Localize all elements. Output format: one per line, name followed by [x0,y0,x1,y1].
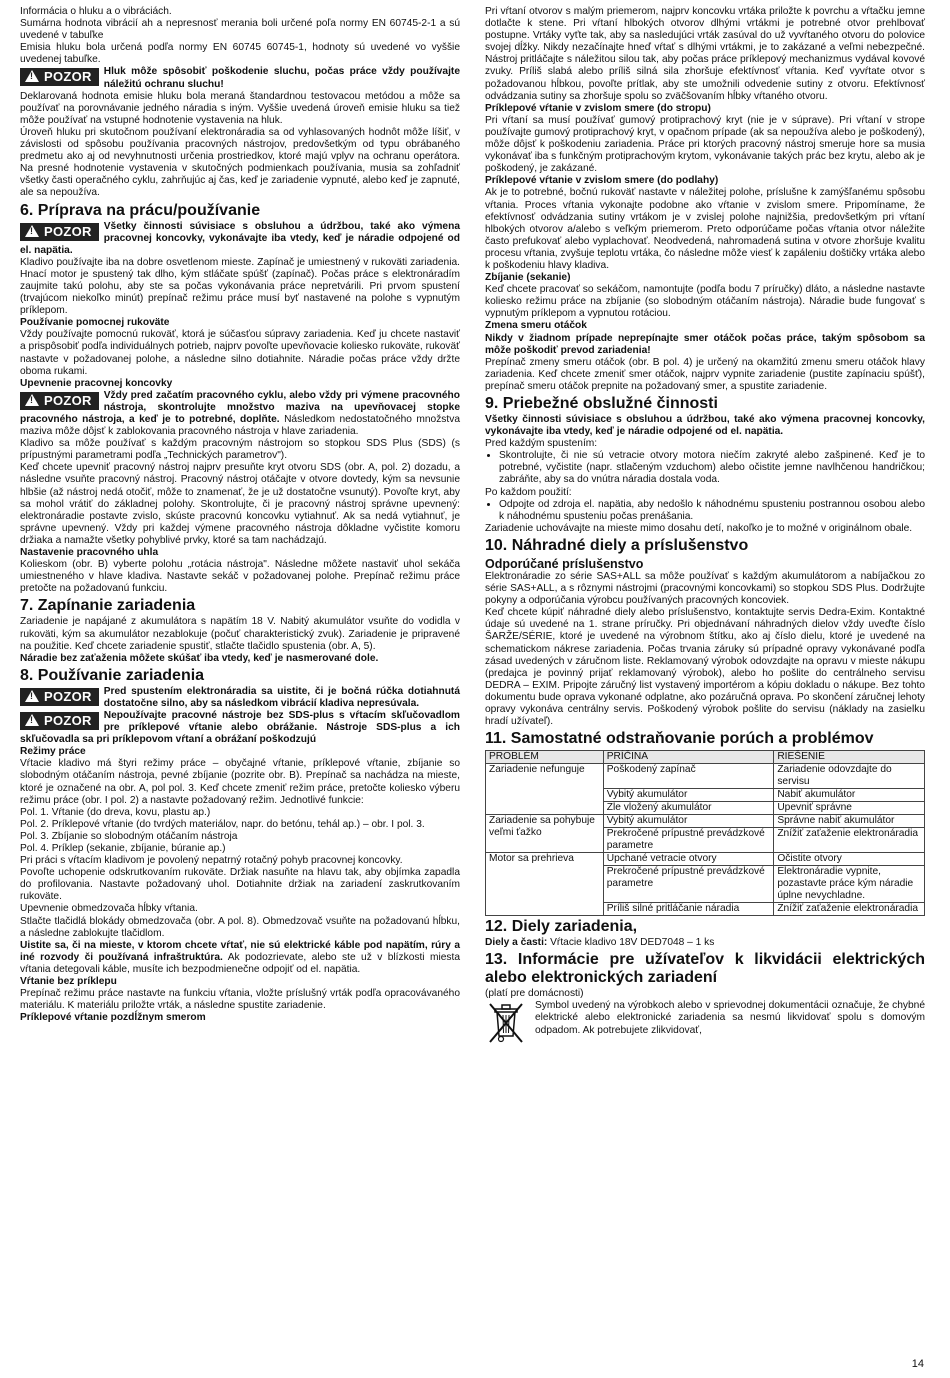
paragraph: Nikdy v žiadnom prípade neprepínajte smer otáčok počas práce, takým spôsobom sa môže poškodiť prevod zariadenia! [485,332,925,356]
paragraph: Prepínač režimu práce nastavte na funkciu vŕtania, vložte príslušný vrták podľa opracovávaného materiálu. K materiálu priložte vrták, a následne spustite zariadenie. [20,988,460,1012]
paragraph: Kladivo používajte iba na dobre osvetlenom mieste. Zapínač je umiestnený v rukoväti zariadenia. Hnací motor je spustený tak dlho, kým stláčate spúšť (zapínač). Počas práce s elektronáradím zaujmite takú polohu, aby ste sa počas vykonávania práce nepretvárili. Pri prvom spustení (trvajúcom niekoľko minút) prepínač režimu práce musí byť nastavené na polohe s vypnutým príklepom. [20,256,460,317]
paragraph [20,940,460,976]
bullet-list [485,499,925,523]
list-item: • Skontrolujte, či nie sú vetracie otvory motora niečím zakryté alebo zašpinené. Keď je to potrebné, vyčistite (napr. stlačeným vzduchom) alebo očistite jemne navlhčenou handričkou; zabráňte, aby sa do vnútra náradia dostala voda. [499,450,925,486]
crossed-bin-icon [485,1000,527,1044]
weee-block [485,1000,925,1044]
bold-text: Diely a časti: [485,937,548,949]
table-header-cell: PROBLÉM [486,751,604,764]
table-cell: Zariadenie sa pohybuje veľmi ťažko [486,815,604,853]
table-cell: Zariadenie odovzdajte do servisu [774,764,925,789]
subheading: Zbíjanie (sekanie) [485,272,571,284]
paragraph: Náradie bez zaťaženia môžete skúšať iba vtedy, keď je nasmerované dole. [20,652,379,664]
warning-block [20,66,460,90]
warning-triangle-icon [25,690,39,702]
list-item: Pol. 4. Príklep (sekanie, zbíjanie, búranie ap.) [20,843,226,854]
table-row [486,764,925,789]
subheading: Zmena smeru otáčok [485,320,587,332]
paragraph: Deklarovaná hodnota emisie hluku bola meraná štandardnou testovacou metódou a môže sa používať na porovnávanie jedného náradia s iným. Vyššie uvedená úroveň emisie hluku sa tiež môže používať na vstupné hodnotenie vystavenia na hluk. [20,90,460,126]
warning-badge [20,392,99,410]
section-heading: 7. Zapínanie zariadenia [20,597,196,615]
table-cell: Upevniť správne [774,802,925,815]
text: Vŕtacie kladivo 18V DED7048 – 1 ks [550,937,715,949]
paragraph: Po každom použití: [485,486,572,498]
paragraph: Zariadenie je napájané z akumulátora s napätím 18 V. Nabitý akumulátor vsuňte do vodidla v rukoväti, kým sa akumulátor nezablokuje (počuť charakteristický zvuk). Zariadenie je pripravené na použitie. Keď chcete zariadenie spustiť, stlačte tlačidlo spustenia (obr. A, 5). [20,616,460,652]
table-row [486,815,925,828]
table-cell: Elektronáradie vypnite, pozastavte práce kým náradie úplne nevychladne. [774,866,925,903]
paragraph: Emisia hluku bola určená podľa normy EN 60745 60745-1, hodnoty sú uvedené vo vyššie uvedenej tabuľke. [20,42,460,66]
warning-label: POZOR [44,688,92,704]
warning-text: Všetky činnosti súvisiace s obsluhou a údržbou, také ako výmena pracovnej koncovky, vykonávajte iba vtedy, keď je náradie odpojené od el. napätia. [20,220,460,256]
table-cell: Prekročené prípustné prevádzkové parametre [603,828,774,853]
paragraph: (platí pre domácnosti) [485,988,584,1000]
warning-label: POZOR [44,223,92,239]
list-item: Pol. 3. Zbíjanie so slobodným otáčaním nástroja [20,830,238,842]
paragraph: Pri práci s vŕtacím kladivom je povolený nepatrný rotačný pohyb pracovnej koncovky. [20,855,403,867]
warning-triangle-icon [25,394,39,406]
subheading: Režimy práce [20,746,86,758]
paragraph: Následkom nedostatočného množstva maziva môže dôjsť k zablokovania pracovného nástroja v hlave zariadenia. [20,414,460,438]
paragraph: Prepínač zmeny smeru otáčok (obr. B pol. 4) je určený na okamžitú zmenu smeru otáčok hlavy zariadenia. Keď chcete zmeniť smer otáčok, najprv vypnite zariadenie (pustite zapínaciu spúšť), prepínač smeru otáčok prepnite na požadovaný smer, a spustite zariadenie. [485,356,925,392]
table-cell: Zle vložený akumulátor [603,802,774,815]
table-cell: Zariadenie nefunguje [486,764,604,815]
warning-label: POZOR [44,392,92,408]
warning-block [20,390,460,438]
paragraph: Sumárna hodnota vibrácií ah a nepresnosť merania boli určené poľa normy EN 60745-2-1 a sú uvedené v tabuľke [20,18,460,42]
warning-block [20,710,460,746]
bullet-list [485,450,925,486]
section-heading: 11. Samostatné odstraňovanie porúch a problémov [485,730,874,748]
subheading: Používanie pomocnej rukoväte [20,317,170,329]
paragraph: Pri vŕtaní otvorov s malým priemerom, najprv koncovku vrtáka priložte k povrchu a vŕtačku jemne dotlačte k stene. Pri vŕtaní hlbokých otvorov dlhými vrtákmi je potrebné otvor prehlbovať postupne. Vrtáky vyťte tak, aby sa nasledujúci vrták zasúval do už vyvŕtaného otvoru do polovice svojej dĺžky. Nikdy nezačínajte hneď vŕtať s dlhými vrtákmi, je to zakázané a veľmi nebezpečné. Nástroj pritláčajte s náležitou silou tak, aby počas práce príklepový mechanizmus vydával kovové zvuky. Príliš slabá alebo príliš silná sila zhoršuje efektívnosť vŕtania. Keď vyvŕtate otvor s požadovanou hĺbkou, povoľte prítlak, aby ste umožnili odvedenie sutiny z otvoru. Efektívnosť odvádzania sutiny sa zhoršuje spolu so zväčšovaním hĺbky vŕtaného otvoru. [485,6,925,102]
table-cell: Znížiť zaťaženie elektronáradia [774,903,925,916]
section-heading: 13. Informácie pre užívateľov k likvidácii elektrických alebo elektronických zariadení [485,951,925,987]
warning-badge [20,223,99,241]
paragraph: Stlačte tlačidlá blokády obmedzovača (obr. A pol. 8). Obmedzovač vsuňte na požadovanú hĺbku, a následne zablokujte tlačidlom. [20,915,460,939]
table-row [486,853,925,866]
paragraph: Vždy používajte pomocnú rukoväť, ktorá je súčasťou súpravy zariadenia. Keď ju chcete nastaviť a prispôsobiť podľa individuálnych potrieb, najprv povoľte upevňovacie koliesko rukoväte, rukoväť nastavte v požadovanej polohe, a následne silno dotiahnite. Náradie počas práce vždy držte oboma rukami. [20,329,460,377]
warning-triangle-icon [25,225,39,237]
warning-triangle-icon [25,70,39,82]
list-item: Pol. 1. Vŕtanie (do dreva, kovu, plastu ap.) [20,806,211,818]
section-heading: 12. Diely zariadenia, [485,918,638,936]
warning-text: Nepoužívajte pracovné nástroje bez SDS-plus s vŕtacím skľučovadlom pre príklepové vŕtanie alebo obrážanie. Nástroje SDS-plus a ich skľučovadla sa pri príklepovom vŕtaní a obrážaní poškodzujú [20,709,460,746]
left-column [20,6,460,1024]
table-cell: Vybitý akumulátor [603,815,774,828]
right-column [485,6,925,1044]
warning-label: POZOR [44,69,92,85]
table-header-cell: PRÍČINA [603,751,774,764]
subheading: Vŕtanie bez príklepu [20,976,117,988]
paragraph: Zariadenie uchovávajte na mieste mimo dosahu detí, nakoľko je to možné v originálnom obale. [485,522,913,534]
warning-text: Hluk môže spôsobiť poškodenie sluchu, počas práce vždy používajte náležitú ochranu sluchu! [103,66,460,90]
table-cell: Príliš silné pritláčanie náradia [603,903,774,916]
warning-block [20,686,460,710]
table-cell: Očistite otvory [774,853,925,866]
warning-text: Pred spustením elektronáradia sa uistite, či je bočná rúčka dotiahnutá dostatočne silno, aby sa následkom vibrácií kladiva nepresúvala. [103,685,460,709]
paragraph: Povoľte uchopenie odskrutkovaním rukoväte. Držiak nasuňte na hlavu tak, aby objímka zapadla do profilovania. Nastavte požadovaný uhol. Dotiahnite držiak na zariadení zaskrutkovaním rukoväte. [20,867,460,903]
paragraph: Keď chcete upevniť pracovný nástroj najprv presuňte kryt otvoru SDS (obr. A, pol. 2) dozadu, a následne vsuňte pracovný nástroj. Pracovný nástroj otáčajte v otvore dovtedy, kým sa nevsunie hlbšie (až nástroj nedá otočiť, môže to znamenať, že je už dostatočne vsunutý). Povoľte kryt, aby sa mohol vrátiť do základnej polohy. Skontrolujte, či je pracovný nástroj správne upevnený: elektronáradie postavte zvislo, skúste pracovnú koncovku vytiahnuť. Ak sa nedá vytiahnuť, je správne upevnený. Vždy pri každej výmene pracovného nástroja dôkladne vyčistite komoru držiaka a namažte všetky pohyblivé prvky, ktoré sa tam nachádzajú. [20,462,460,546]
table-cell: Prekročené prípustné prevádzkové parametre [603,866,774,903]
warning-triangle-icon [25,714,39,726]
warning-text: Vždy pred začatím pracovného cyklu, alebo vždy pri výmene pracovného nástroja, skontrolujte množstvo maziva na upevňovacej stopke pracovného nástroja, a keď je to potrebné, doplňte. [20,389,460,425]
list-item: Pol. 2. Príklepové vŕtanie (do tvrdých materiálov, napr. do betónu, tehál ap.) – obr. I pol. 3. [20,818,425,830]
subheading: Upevnenie pracovnej koncovky [20,377,173,389]
table-cell: Poškodený zapínač [603,764,774,789]
subheading: Príklepové vŕtanie v zvislom smere (do podlahy) [485,175,719,187]
table-cell: Správne nabiť akumulátor [774,815,925,828]
warning-badge [20,68,99,86]
bold-text: Uistite sa, či na mieste, v ktorom chcete vŕtať, nie sú elektrické káble pod napätím, rúry a iné rozvody či používaná infraštruktúra. [20,939,460,963]
subheading: Príklepové vŕtanie pozdĺžnym smerom [20,1012,206,1024]
paragraph: Kladivo sa môže používať s každým pracovným nástrojom so stopkou SDS Plus (SDS) (s prípustnými parametrami podľa „Technických parametrov"). [20,438,460,462]
paragraph: Keď chcete pracovať so sekáčom, namontujte (podľa bodu 7 príručky) dláto, a následne nastavte koliesko režimu práce na zbíjanie (so slobodným otáčaním nástroja). Náradie bude fungovať s vypnutým príklepom a vypnutou rotáciou. [485,284,925,320]
paragraph: Ak je to potrebné, bočnú rukoväť nastavte v náležitej polohe, príslušne k zamýšľanému spôsobu vŕtania. Proces vŕtania vykonajte podobne ako vŕtanie v zvislom smere. Pripomíname, že efektívnosť odvádzania sutiny vrtákom je v zvislej polohe najnižšia, predovšetkým pri vŕtaní hlbokých otvorov a/alebo s veľkým priemerom. Preto odporúčame počas vŕtania otvor náležite často prefukovať alebo vyplachovať. Neodvedená, nahromadená sutina v otvore zhoršuje kvalitu procesu vŕtania, zvyšuje teplotu vrtáka, čo následne môže viesť k zapáleniu doštičky vrtáka alebo k poškodeniu hlavy kladiva. [485,187,925,271]
subheading: Nastavenie pracovného uhla [20,547,159,559]
paragraph: Pri vŕtaní sa musí používať gumový protiprachový kryt (nie je v súprave). Pri vŕtaní v strope používajte gumový protiprachový kryt, v opačnom prípade (ak sa nepoužíva alebo je poškodený), môže dôjsť k poškodeniu zariadenia. Práce pri ktorých pracovný nástroj smeruje hore sa musia vykonávať iba s funkčným protiprachovým krytom, vykonávanie takých prác bez krytu, alebo ak je poškodený, je zakázané. [485,114,925,175]
table-cell: Znížiť zaťaženie elektronáradia [774,828,925,853]
table-cell: Motor sa prehrieva [486,853,604,916]
table-cell: Upchané vetracie otvory [603,853,774,866]
table-header-cell: RIEŠENIE [774,751,925,764]
warning-label: POZOR [44,712,92,728]
warning-block [20,221,460,257]
paragraph: Informácia o hluku a o vibráciách. [20,6,172,17]
paragraph: Keď chcete kúpiť náhradné diely alebo príslušenstvo, kontaktujte servis Dedra-Exim. Kontaktné údaje sú uvedené na 1. strane príručky. Pri objednávaní náhradných dielov vždy uveďte číslo ŠARŽE/SÉRIE, ktoré je uvedené na výrobnom štítku, ako aj číslo dielu, ktoré je uvedené na schematickom nákrese zariadenia. Počas trvania záruky sú prípadné opravy vykonávané podľa zásad uvedených v záručnom liste. Reklamovaný výrobok odovzdajte na opravu v mieste nákupu (predajca je povinný prijať reklamovaný výrobok), alebo ho pošlite do centrálneho servisu DEDRA – EXIM. Pripojte záručný list vystavený importérom a kópiu dokladu o nákupe. Bez tohto dokumentu bude oprava vykonané odplatne, ako pozáručná oprava. Po skončení záručnej lehoty opravy vykonáva centrálny servis. Poškodený výrobok pošlite do servisu (náklady na zasielku hradí užívateľ). [485,607,925,728]
paragraph: Všetky činnosti súvisiace s obsluhou a údržbou, také ako výmena pracovnej koncovky, vykonávajte iba vtedy, keď je náradie odpojené od el. napätia. [485,414,925,438]
subheading: Príklepové vŕtanie v zvislom smere (do stropu) [485,102,711,114]
section-heading: 10. Náhradné diely a príslušenstvo [485,536,749,554]
paragraph [485,937,925,949]
section-heading: 6. Príprava na prácu/používanie [20,201,261,219]
paragraph: Úroveň hluku pri skutočnom používaní elektronáradia sa od vyhlasovaných hodnôt môže líšiť, v závislosti od spôsobu používania pracovných nástrojov, predovšetkým od typu obrábaného predmetu ako aj od nevyhnutnosti určenia prostriedkov, ktoré majú vplyv na ochranu operátora. Na presné hodnotenie vystavenia v skutočných podmienkach používania, musia sa zohľadniť všetky časti operačného cyklu, zahrňujúc aj čas, keď je zariadenie vypnuté, alebo keď je zapnuté, ale sa nepoužíva. [20,126,460,199]
warning-badge [20,712,99,730]
section-heading: 9. Priebežné obslužné činnosti [485,395,718,412]
text: Ak podozrievate, alebo ste už v blízkosti miesta vŕtania detegovali káble, musíte ich bezpodmienečne odpojiť od el. napätia. [20,951,460,975]
troubleshooting-table [485,750,925,916]
section-heading: 8. Používanie zariadenia [20,666,205,684]
warning-badge [20,688,99,706]
table-header-row [486,751,925,764]
table-cell: Nabiť akumulátor [774,789,925,802]
page-number: 14 [911,1358,924,1370]
paragraph: Vŕtacie kladivo má štyri režimy práce – obyčajné vŕtanie, príklepové vŕtanie, zbíjanie so slobodným otáčaním nástroja, pevné zbíjanie (pozrite obr. B). Prepínač sa nachádza na mieste, ktoré je označené na obr. A, pol pol. 3. Keď chcete zmeniť režim práce, pretočte koliesko výberu režimu práce (obr. I pol. 2) a nastavte požadovaný režim. Jednotlivé funkcie: [20,758,460,806]
paragraph: Elektronáradie zo série SAS+ALL sa môže používať s každým akumulátorom a nabíjačkou zo série SAS+ALL, a s rôznymi nástrojmi (pracovnými koncovkami) so stopkou SDS Plus. Dodržujte pokyny a odporúčania výrobcu používaných pracovných koncoviek. [485,570,925,607]
paragraph: Upevnenie obmedzovača hĺbky vŕtania. [20,903,198,915]
paragraph: Pred každým spustením: [485,438,598,450]
table-cell: Vybitý akumulátor [603,789,774,802]
subsection-heading: Odporúčané príslušenstvo [485,556,644,571]
list-item: • Odpojte od zdroja el. napätia, aby nedošlo k náhodnému spusteniu postrannou osobou alebo k náhodnému spusteniu počas prenášania. [499,499,925,523]
paragraph: Symbol uvedený na výrobkoch alebo v sprievodnej dokumentácii označuje, že chybné elektrické alebo elektronické zariadenia sa nesmú likvidovať spolu s domovým odpadom. Ak potrebujete zlikvidovať, [535,1000,925,1036]
paragraph: Kolieskom (obr. B) vyberte polohu „rotácia nástroja". Následne môžete nastaviť uhol sekáča umiestneného v hlave kladiva. Nastavte sekáč v požadovanej polohe. Prepínač režimu práce pretočte na požadovanú funkciu. [20,559,460,595]
